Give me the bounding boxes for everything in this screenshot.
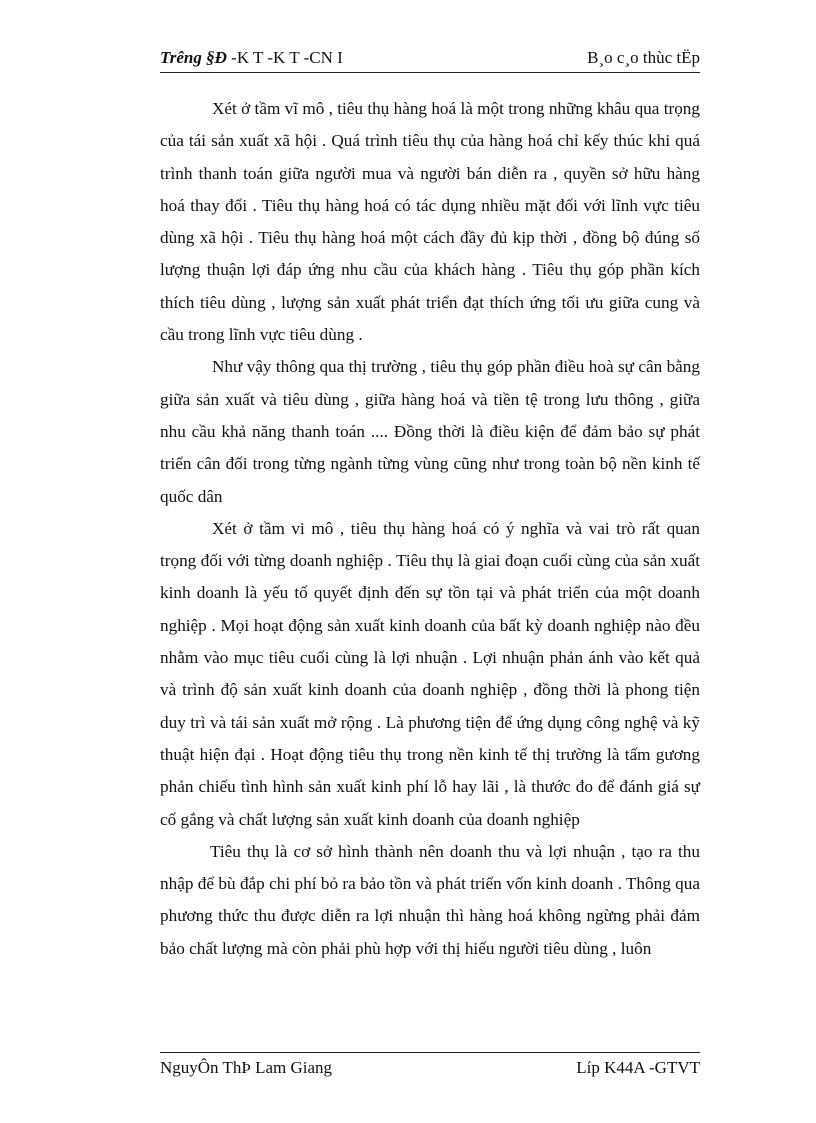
header-school-info	[160, 48, 343, 68]
header-department: -K T -K T -CN I	[226, 48, 343, 67]
footer-class: Líp K44A -GTVT	[576, 1058, 700, 1077]
footer-author: NguyÔn ThÞ Lam Giang	[160, 1058, 333, 1077]
header-school-name: Trêng §Đ	[160, 48, 227, 67]
page-footer	[160, 1052, 700, 1079]
header-report-title: B¸o c¸o thùc tËp	[587, 48, 700, 67]
document-body	[160, 93, 700, 965]
paragraph-macro-level: Xét ở tầm vĩ mô , tiêu thụ hàng hoá là một trong những khâu qua trọng của tái sản xuất xã hội . Quá trình tiêu thụ của hàng hoá chỉ kếy thúc khi quá trình thanh toán giữa người mua và người bán diễn ra , quyền sở hữu hàng hoá thay đổi . Tiêu thụ hàng hoá có tác dụng nhiều mặt đối với lĩnh vực tiêu dùng xã hội . Tiêu thụ hàng hoá một cách đầy đủ kịp thời , đồng bộ đúng số lượng thuận lợi đáp ứng nhu cầu của khách hàng . Tiêu thụ góp phần kích thích tiêu dùng , lượng sản xuất phát triển đạt thích ứng tối ưu giữa cung và cầu trong lĩnh vực tiêu dùng .	[160, 99, 700, 345]
paragraph-revenue-basis: Tiêu thụ là cơ sở hình thành nên doanh thu và lợi nhuận , tạo ra thu nhập để bù đắp chi phí bỏ ra bảo tồn và phát triển vốn kinh doanh . Thông qua phương thức thu được diễn ra lợi nhuận thì hàng hoá không ngừng phải đảm bảo chất lượng mà còn phải phù hợp với thị hiếu người tiêu dùng , luôn	[160, 841, 700, 958]
paragraph-micro-level: Xét ở tầm vi mô , tiêu thụ hàng hoá có ý nghĩa và vai trò rất quan trọng đối với từng doanh nghiệp . Tiêu thụ là giai đoạn cuối cùng của sản xuất kinh doanh là yếu tố quyết định đến sự tồn tại và phát triển của một doanh nghiệp . Mọi hoạt động sản xuất kinh doanh của bất kỳ doanh nghiệp nào đều nhằm vào mục tiêu cuối cùng là lợi nhuận . Lợi nhuận phản ánh vào kết quả và trình độ sản xuất kinh doanh của doanh nghiệp , đồng thời là phong tiện duy trì và tái sản xuất mở rộng . Là phương tiện để ứng dụng công nghệ và kỹ thuật hiện đại . Hoạt động tiêu thụ trong nền kinh tế thị trường là tấm gương phản chiếu tình hình sản xuất kinh phí lỗ hay lãi , là thước đo để đánh giá sự cố gắng và chất lượng sản xuất kinh doanh của doanh nghiệp	[160, 518, 700, 829]
paragraph-market-balance: Như vậy thông qua thị trường , tiêu thụ góp phần điều hoà sự cân bằng giữa sản xuất và tiêu dùng , giữa hàng hoá và tiền tệ trong lưu thông , giữa nhu cầu khả năng thanh toán .... Đồng thời là điều kiện để đảm bảo sự phát triển cân đối trong từng ngành từng vùng cũng như trong toàn bộ nền kinh tế quốc dân	[160, 357, 700, 506]
page-header	[160, 46, 700, 73]
